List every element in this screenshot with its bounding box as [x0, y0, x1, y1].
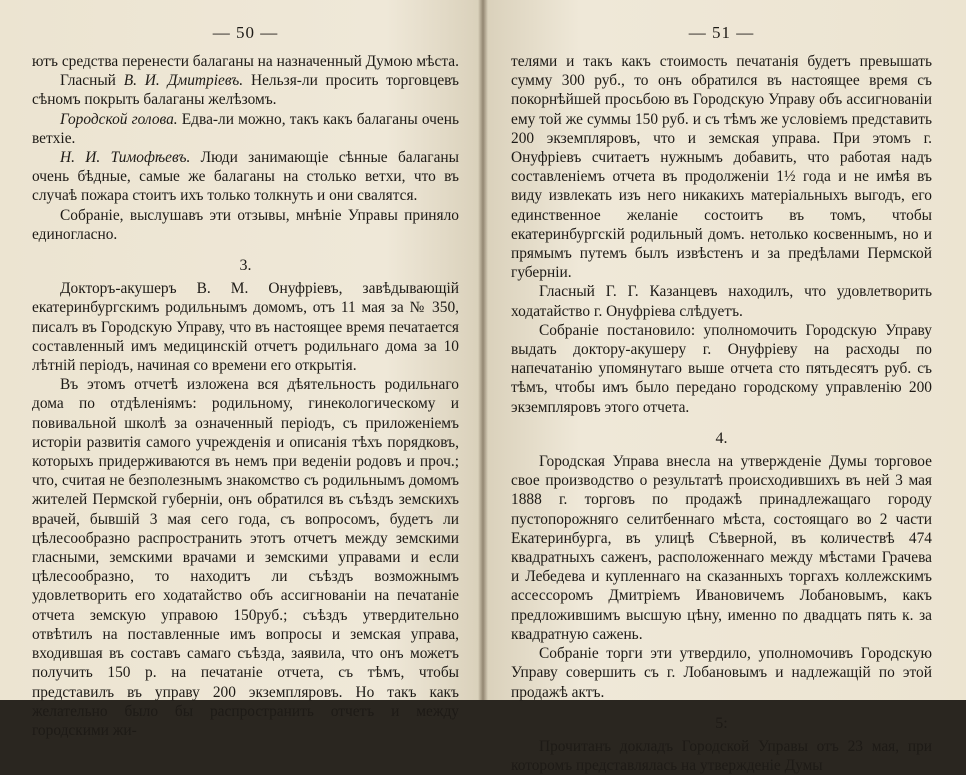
left-page	[0, 0, 483, 739]
paragraph: Докторъ-акушеръ В. М. Онуфріевъ, завѣдывающій екатеринбургскимъ родильнымъ домомъ, отъ 11 мая за № 350, писалъ въ Городскую Управу, что въ настоящее время печатается составленный имъ медицинскій отчетъ родильнаго дома за 10 лѣтній періодъ, начиная со времени его открытія.	[32, 280, 459, 375]
speech-text: Нельзя-ли просить торговцевъ сѣномъ покрыть балаганы желѣзомъ.	[32, 72, 459, 109]
speech-text: Люди занимающіе сѣнные балаганы очень бѣдные, самые же балаганы на столько ветхи, что въ случаѣ пожара стоитъ ихъ только толкнуть и они свалятся.	[32, 149, 459, 205]
speaker-name: Н. И. Тимофѣевъ.	[60, 149, 191, 167]
book-gutter	[478, 0, 488, 700]
speech-text: Едва-ли можно, такъ какъ балаганы очень ветхіе.	[32, 110, 459, 147]
paragraph: Собраніе, выслушавъ эти отзывы, мнѣніе Управы приняло единогласно.	[32, 206, 459, 243]
left-page-text	[32, 52, 459, 740]
section-number: 3.	[239, 257, 252, 275]
page-number-right: — 51 —	[688, 23, 755, 42]
right-page	[483, 0, 966, 775]
paragraph: телями и такъ какъ стоимость печатанія будетъ превышать сумму 300 руб., то онъ обратился въ настоящее время съ покорнѣйшей просьбою въ Городскую Управу объ ассигнованіи ему той же суммы 150 руб. и съ тѣмъ же условіемъ представить 200 экземпляровъ, что и земская управа. При этомъ г. Онуфріевъ считаетъ нужнымъ добавить, что работая надъ составленіемъ отчета въ продолженіи 1½ года и не имѣя въ виду извлекать изъ него никакихъ матеріальныхъ выгодъ, его единственное желаніе состоитъ въ томъ, чтобы екатеринбургскій родильный домъ. нетолько косвеннымъ, но и прямымъ путемъ былъ извѣстенъ и за предѣлами Пермской губерніи.	[511, 53, 932, 282]
page-number-left: — 50 —	[212, 23, 279, 42]
paragraph: Прочитанъ докладъ Городской Управы отъ 23 мая, при которомъ представлялась на утвержденіе Думы	[511, 737, 932, 775]
paragraph: Городская Управа внесла на утвержденіе Думы торговое свое производство о результатѣ происходившихъ въ ней 3 мая 1888 г. торговъ по продажѣ принадлежащаго городу пустопорожняго селитбеннаго мѣста, состоящаго во 2 части Екатеринбурга, въ улицѣ Сѣверной, въ количествѣ 474 квадратныхъ саженъ, расположеннаго между мѣстами Грачева и Лебедева и купленнаго на сказанныхъ торгахъ коллежскимъ ассессоромъ Дмитріемъ Ивановичемъ Лобановымъ, какъ предложившимъ высшую цѣну, именно по двадцать пять к. за квадратную сажень.	[511, 453, 932, 643]
right-page-text	[511, 52, 932, 775]
paragraph: Собраніе постановило: уполномочить Городскую Управу выдать доктору-акушеру г. Онуфріеву на расходы по напечатанію упомянутаго выше отчета сто пятьдесятъ руб. съ тѣмъ, чтобы имъ было передано городскому управленію 200 экземпляровъ этого отчета.	[511, 321, 932, 416]
speech-paragraph	[32, 110, 459, 148]
speech-paragraph	[32, 71, 459, 109]
speaker-prefix: Гласный	[60, 72, 124, 90]
paragraph: Въ этомъ отчетѣ изложена вся дѣятельность родильнаго дома по отдѣленіямъ: родильному, гинекологическому и повивальной школѣ за означенный періодъ, съ приложеніемъ исторіи развитія самого учрежденія и описанія тѣхъ порядковъ, которыхъ придерживаются въ немъ при веденіи родовъ и проч.; что, считая не безполезнымъ знакомство съ родильнымъ домомъ жителей Пермской губерніи, онъ обратился въ съѣздъ земскихъ врачей, бывшій 3 мая сего года, съ вопросомъ, будетъ ли цѣлесообразно распространить этотъ отчетъ между земскими гласными, земскими врачами и земскими управами и если цѣлесообразно, то находитъ ли съѣздъ возможнымъ удовлетворить его ходатайство объ ассигнованіи на печатаніе отчета земскую управою 150руб.; съѣздъ утвердительно отвѣтилъ на поставленные имъ вопросы и земская управа, входившая въ составъ самаго съѣзда, заявила, что онъ можетъ получить 150 р. на печатаніе отчета, съ тѣмъ, чтобы представилъ въ управу 200 экземпляровъ. Но такъ какъ желательно было бы распространить отчетъ и между городскими жи-	[32, 376, 459, 739]
section-number: 5:	[715, 714, 728, 732]
speech-paragraph	[32, 148, 459, 206]
paragraph: Собраніе торги эти утвердило, уполномочивъ Городскую Управу совершить съ г. Лобановымъ и надлежащій по этой продажѣ актъ.	[511, 645, 932, 701]
paragraph: Гласный Г. Г. Казанцевъ находилъ, что удовлетворить ходатайство г. Онуфріева слѣдуетъ.	[511, 283, 932, 320]
section-number: 4.	[715, 429, 728, 447]
speaker-name: В. И. Дмитріевъ.	[123, 72, 244, 90]
speaker-name: Городской голова.	[60, 110, 178, 128]
paragraph: ютъ средства перенести балаганы на назначенный Думою мѣста.	[32, 53, 459, 70]
